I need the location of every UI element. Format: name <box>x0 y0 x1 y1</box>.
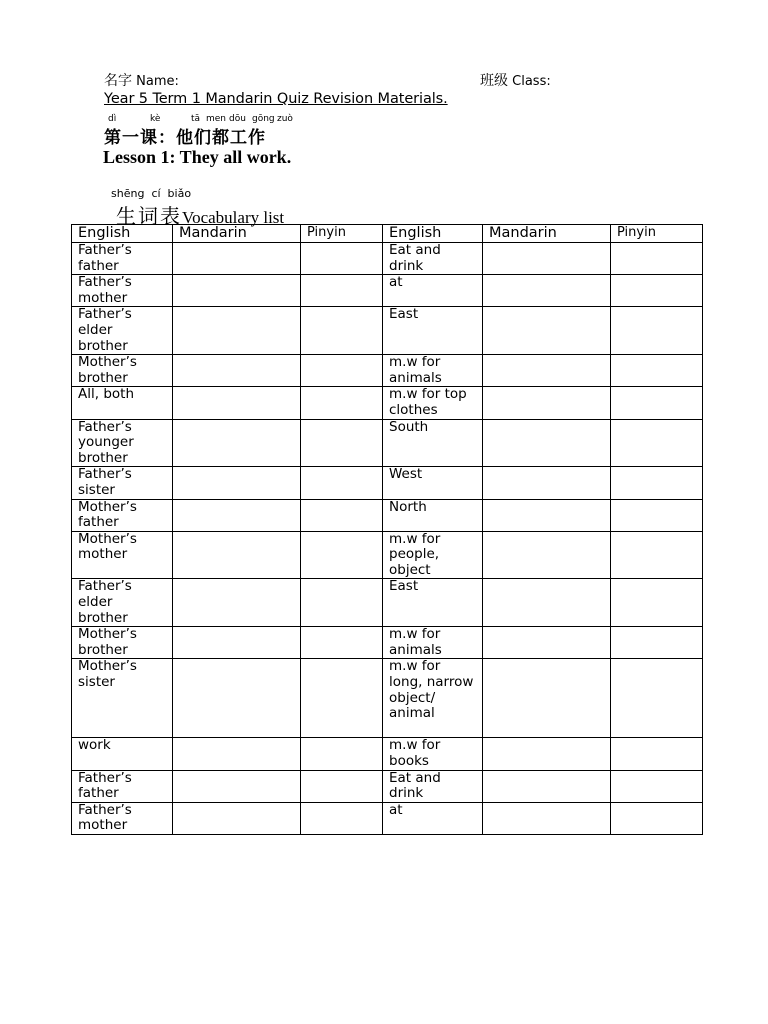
pinyin-answer-cell[interactable] <box>611 275 703 307</box>
mandarin-answer-cell[interactable] <box>483 275 611 307</box>
english-term: Father’s elder brother <box>72 579 173 627</box>
mandarin-answer-cell[interactable] <box>173 531 301 579</box>
pinyin-answer-cell[interactable] <box>611 307 703 355</box>
mandarin-answer-cell[interactable] <box>173 770 301 802</box>
pinyin-answer-cell[interactable] <box>301 355 383 387</box>
column-header-pinyin: Pinyin <box>301 225 383 243</box>
english-term: m.w for books <box>383 738 483 770</box>
mandarin-answer-cell[interactable] <box>483 307 611 355</box>
pinyin-answer-cell[interactable] <box>301 419 383 467</box>
pinyin-answer-cell[interactable] <box>301 275 383 307</box>
english-term: m.w for people, object <box>383 531 483 579</box>
english-term: Father’s mother <box>72 275 173 307</box>
mandarin-answer-cell[interactable] <box>173 355 301 387</box>
english-term: All, both <box>72 387 173 419</box>
mandarin-answer-cell[interactable] <box>483 738 611 770</box>
pinyin-answer-cell[interactable] <box>301 738 383 770</box>
mandarin-answer-cell[interactable] <box>483 387 611 419</box>
table-row <box>72 579 703 627</box>
mandarin-answer-cell[interactable] <box>483 579 611 627</box>
table-row <box>72 355 703 387</box>
table-row <box>72 499 703 531</box>
pinyin-answer-cell[interactable] <box>611 802 703 834</box>
mandarin-answer-cell[interactable] <box>483 243 611 275</box>
lesson-pinyin: kè <box>150 114 161 124</box>
pinyin-answer-cell[interactable] <box>301 387 383 419</box>
pinyin-answer-cell[interactable] <box>301 499 383 531</box>
pinyin-answer-cell[interactable] <box>611 467 703 499</box>
table-row <box>72 659 703 738</box>
table-row <box>72 627 703 659</box>
mandarin-answer-cell[interactable] <box>483 627 611 659</box>
table-row <box>72 307 703 355</box>
english-term: Mother’s mother <box>72 531 173 579</box>
lesson-title-cn: 第一课：他们都工作 <box>104 128 266 148</box>
pinyin-answer-cell[interactable] <box>301 243 383 275</box>
english-term: m.w for long, narrow object/ animal <box>383 659 483 738</box>
english-term: North <box>383 499 483 531</box>
vocab-title-en: Vocabulary list <box>182 208 285 227</box>
pinyin-answer-cell[interactable] <box>301 307 383 355</box>
pinyin-answer-cell[interactable] <box>611 531 703 579</box>
english-term: Mother’s father <box>72 499 173 531</box>
table-row <box>72 243 703 275</box>
name-label-cn: 名字 <box>104 73 132 89</box>
mandarin-answer-cell[interactable] <box>173 307 301 355</box>
mandarin-answer-cell[interactable] <box>483 659 611 738</box>
english-term: Eat and drink <box>383 770 483 802</box>
english-term: m.w for animals <box>383 627 483 659</box>
column-header-mandarin: Mandarin <box>173 225 301 243</box>
table-row <box>72 738 703 770</box>
lesson-pinyin: gōng <box>252 114 275 124</box>
table-row <box>72 770 703 802</box>
pinyin-answer-cell[interactable] <box>301 627 383 659</box>
mandarin-answer-cell[interactable] <box>173 275 301 307</box>
english-term: m.w for top clothes <box>383 387 483 419</box>
vocab-pinyin-syllable: biǎo <box>167 187 192 200</box>
pinyin-answer-cell[interactable] <box>611 499 703 531</box>
english-term: Father’s elder brother <box>72 307 173 355</box>
lesson-pinyin: men <box>206 114 227 124</box>
lesson-title-en: Lesson 1: They all work. <box>103 147 292 167</box>
pinyin-answer-cell[interactable] <box>301 770 383 802</box>
pinyin-answer-cell[interactable] <box>611 419 703 467</box>
english-term: at <box>383 802 483 834</box>
english-term: Mother’s brother <box>72 355 173 387</box>
english-term: Mother’s sister <box>72 659 173 738</box>
pinyin-answer-cell[interactable] <box>611 627 703 659</box>
mandarin-answer-cell[interactable] <box>483 467 611 499</box>
name-label-en: Name: <box>136 74 179 89</box>
mandarin-answer-cell[interactable] <box>483 770 611 802</box>
mandarin-answer-cell[interactable] <box>173 627 301 659</box>
lesson-pinyin: dì <box>108 114 117 124</box>
english-term: Father’s mother <box>72 802 173 834</box>
vocab-pinyin <box>111 187 191 200</box>
column-header-pinyin: Pinyin <box>611 225 703 243</box>
lesson-pinyin: dōu <box>229 114 246 124</box>
english-term: East <box>383 307 483 355</box>
pinyin-answer-cell[interactable] <box>611 659 703 738</box>
pinyin-answer-cell[interactable] <box>301 467 383 499</box>
class-label <box>480 70 551 90</box>
pinyin-answer-cell[interactable] <box>611 243 703 275</box>
mandarin-answer-cell[interactable] <box>173 467 301 499</box>
english-term: Father’s sister <box>72 467 173 499</box>
pinyin-answer-cell[interactable] <box>301 659 383 738</box>
vocab-title-cn: 生词表 <box>116 204 182 228</box>
english-term: Father’s father <box>72 243 173 275</box>
pinyin-answer-cell[interactable] <box>611 355 703 387</box>
table-row <box>72 467 703 499</box>
vocab-pinyin-syllable: cí <box>151 187 161 200</box>
mandarin-answer-cell[interactable] <box>483 802 611 834</box>
english-term: m.w for animals <box>383 355 483 387</box>
english-term: Eat and drink <box>383 243 483 275</box>
mandarin-answer-cell[interactable] <box>483 499 611 531</box>
mandarin-answer-cell[interactable] <box>173 387 301 419</box>
pinyin-answer-cell[interactable] <box>301 802 383 834</box>
pinyin-answer-cell[interactable] <box>611 770 703 802</box>
vocabulary-table <box>71 224 703 835</box>
english-term: Father’s younger brother <box>72 419 173 467</box>
pinyin-answer-cell[interactable] <box>301 579 383 627</box>
mandarin-answer-cell[interactable] <box>173 499 301 531</box>
table-row <box>72 531 703 579</box>
mandarin-answer-cell[interactable] <box>483 419 611 467</box>
class-label-en: Class: <box>512 74 551 89</box>
table-row <box>72 419 703 467</box>
mandarin-answer-cell[interactable] <box>173 243 301 275</box>
english-term: at <box>383 275 483 307</box>
english-term: East <box>383 579 483 627</box>
english-term: Mother’s brother <box>72 627 173 659</box>
mandarin-answer-cell[interactable] <box>173 738 301 770</box>
lesson-pinyin: tā <box>191 114 201 124</box>
english-term: work <box>72 738 173 770</box>
english-term: West <box>383 467 483 499</box>
mandarin-answer-cell[interactable] <box>173 802 301 834</box>
vocab-pinyin-syllable: shēng <box>111 187 145 200</box>
table-header-row <box>72 225 703 243</box>
table-row <box>72 802 703 834</box>
class-label-cn: 班级 <box>480 73 508 89</box>
document-title: Year 5 Term 1 Mandarin Quiz Revision Materials. <box>104 91 448 107</box>
pinyin-answer-cell[interactable] <box>611 387 703 419</box>
column-header-mandarin: Mandarin <box>483 225 611 243</box>
mandarin-answer-cell[interactable] <box>483 531 611 579</box>
pinyin-answer-cell[interactable] <box>611 738 703 770</box>
mandarin-answer-cell[interactable] <box>173 659 301 738</box>
pinyin-answer-cell[interactable] <box>611 579 703 627</box>
column-header-english: English <box>72 225 173 243</box>
pinyin-answer-cell[interactable] <box>301 531 383 579</box>
mandarin-answer-cell[interactable] <box>483 355 611 387</box>
table-row <box>72 387 703 419</box>
vocabulary-table-body <box>72 243 703 835</box>
english-term: Father’s father <box>72 770 173 802</box>
table-row <box>72 275 703 307</box>
english-term: South <box>383 419 483 467</box>
mandarin-answer-cell[interactable] <box>173 419 301 467</box>
mandarin-answer-cell[interactable] <box>173 579 301 627</box>
lesson-pinyin: zuò <box>277 114 293 124</box>
column-header-english: English <box>383 225 483 243</box>
name-label <box>104 70 179 90</box>
